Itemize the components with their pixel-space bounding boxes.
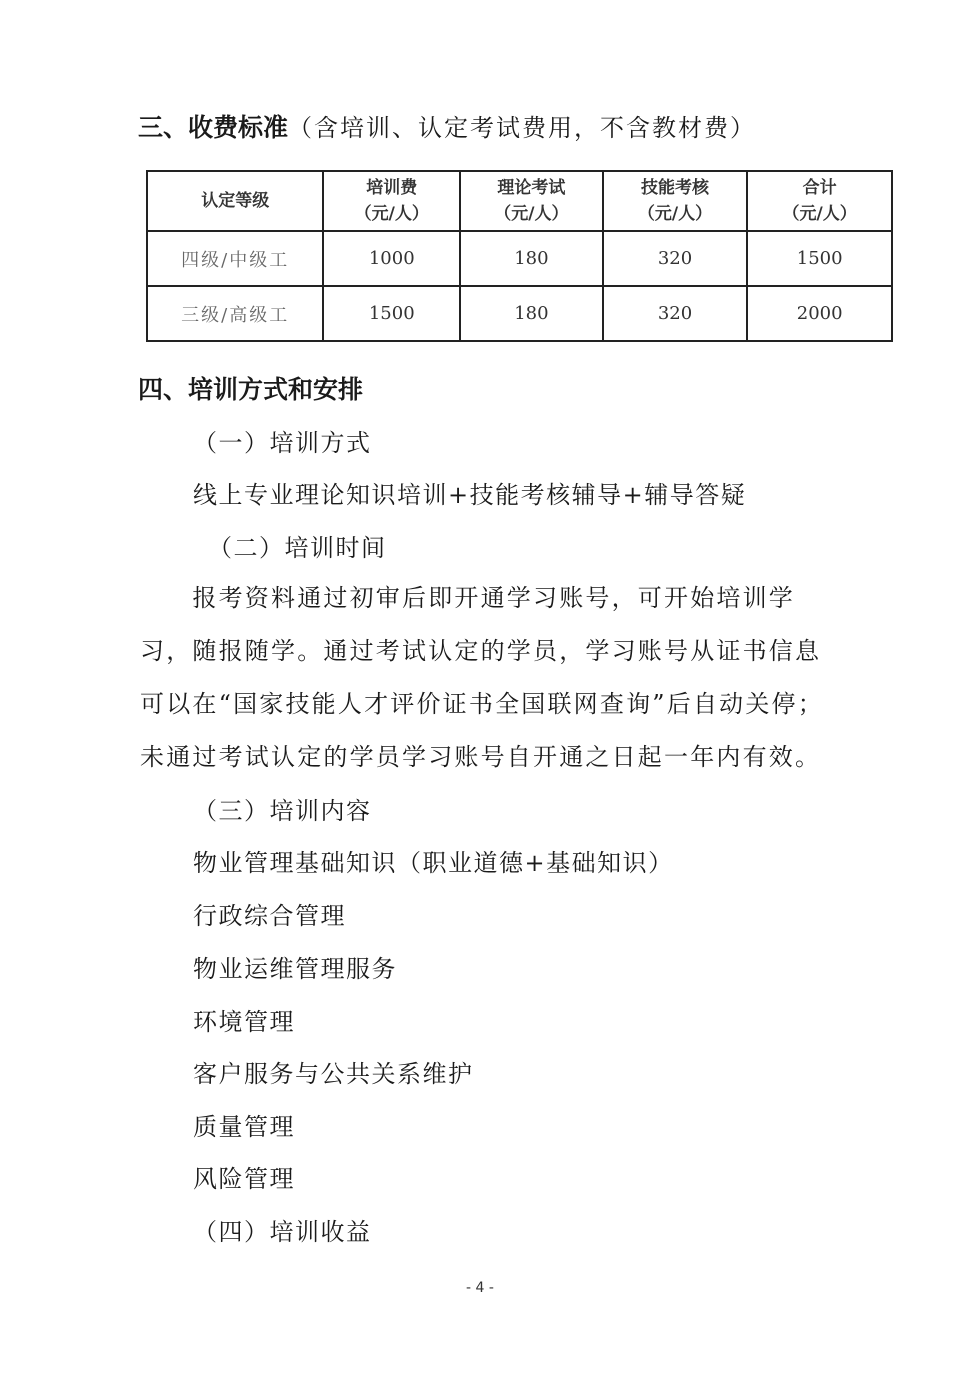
section-4-title: 四、培训方式和安排 [138, 375, 364, 404]
list-item: 物业管理基础知识（职业道德+基础知识） [193, 849, 674, 877]
header-skill-exam: 技能考核 （元/人） [603, 171, 748, 231]
cell-theory-exam: 180 [460, 286, 603, 341]
list-item: 行政综合管理 [193, 902, 346, 930]
list-item: 客户服务与公共关系维护 [193, 1060, 474, 1088]
cell-total: 2000 [747, 286, 892, 341]
list-item: 环境管理 [193, 1008, 295, 1036]
section-3-heading [138, 108, 756, 144]
cell-training-fee: 1500 [323, 286, 460, 341]
sub4-title: （四）培训收益 [193, 1218, 372, 1246]
list-item: 物业运维管理服务 [193, 955, 397, 983]
paragraph-line: 可以在“国家技能人才评价证书全国联网查询”后自动关停； [140, 690, 824, 718]
cell-skill-exam: 320 [603, 286, 748, 341]
header-total: 合计 （元/人） [747, 171, 892, 231]
sub2-title: （二）培训时间 [208, 534, 387, 562]
paragraph-line: 报考资料通过初审后即开通学习账号，可开始培训学 [140, 584, 795, 612]
sub3-title: （三）培训内容 [193, 797, 372, 825]
cell-theory-exam: 180 [460, 231, 603, 286]
table-row [147, 231, 892, 286]
cell-training-fee: 1000 [323, 231, 460, 286]
sub1-text: 线上专业理论知识培训+技能考核辅导+辅导答疑 [193, 481, 747, 509]
section-3-title: 三、收费标准 [138, 113, 289, 142]
fee-table [146, 170, 893, 342]
cell-level: 三级/高级工 [147, 286, 323, 341]
cell-total: 1500 [747, 231, 892, 286]
paragraph-line: 习，随报随学。通过考试认定的学员，学习账号从证书信息 [140, 637, 822, 665]
list-item: 质量管理 [193, 1113, 295, 1141]
list-item: 风险管理 [193, 1165, 295, 1193]
header-level: 认定等级 [147, 171, 323, 231]
cell-skill-exam: 320 [603, 231, 748, 286]
sub1-title: （一）培训方式 [193, 429, 372, 457]
fee-table-header-row [147, 171, 892, 231]
header-training-fee: 培训费 （元/人） [323, 171, 460, 231]
sub2-paragraph [140, 572, 840, 784]
section-3-subtitle: （含培训、认定考试费用，不含教材费） [288, 114, 757, 142]
cell-level: 四级/中级工 [147, 231, 323, 286]
table-row [147, 286, 892, 341]
page-number: - 4 - [466, 1280, 494, 1296]
paragraph-line: 未通过考试认定的学员学习账号自开通之日起一年内有效。 [140, 743, 822, 771]
header-theory-exam: 理论考试 （元/人） [460, 171, 603, 231]
